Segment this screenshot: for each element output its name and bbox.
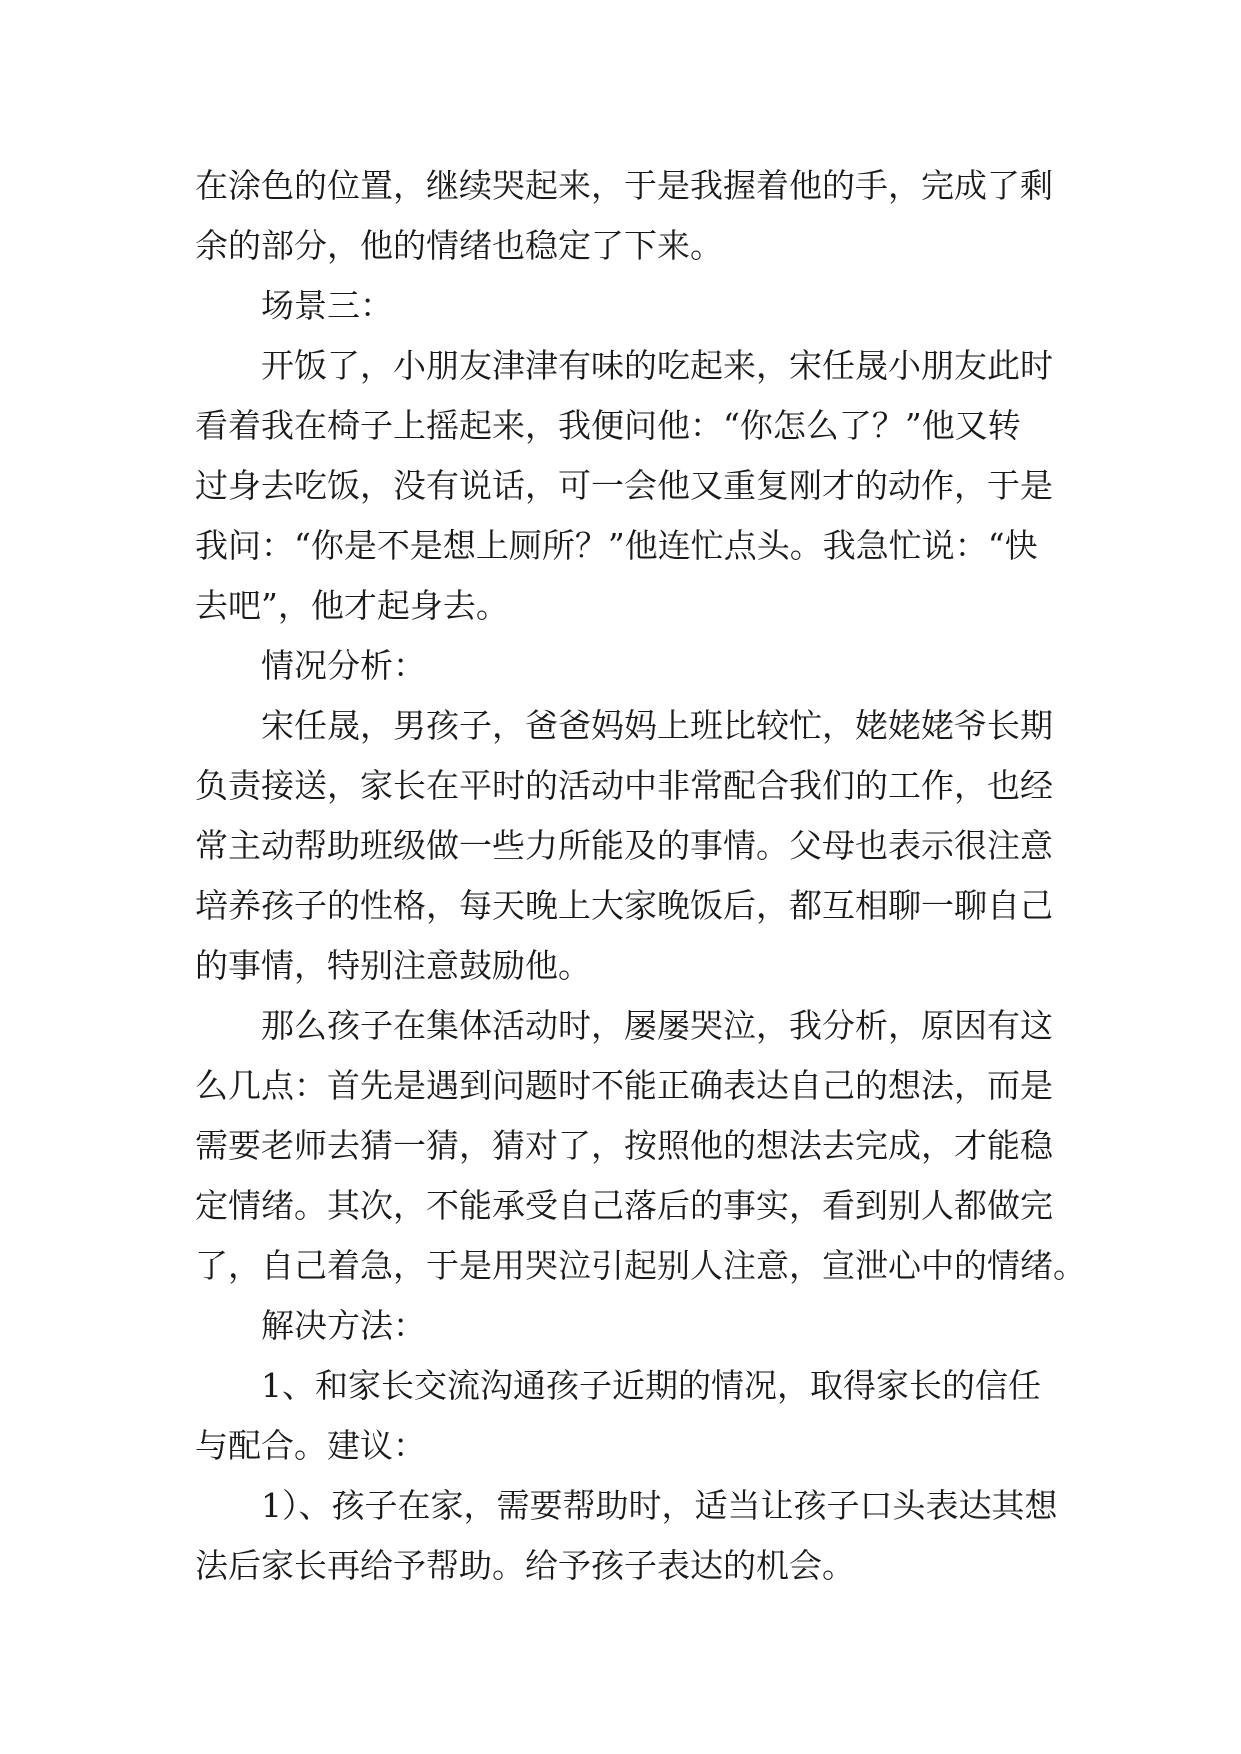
section-heading: 场景三： xyxy=(261,286,393,325)
text-line: 余的部分，他的情绪也稳定了下来。 xyxy=(195,226,723,265)
text-line: 负责接送，家长在平时的活动中非常配合我们的工作，也经 xyxy=(195,766,1053,805)
text-line: 开饭了，小朋友津津有味的吃起来，宋任晟小朋友此时 xyxy=(261,346,1053,385)
text-line: 在涂色的位置，继续哭起来，于是我握着他的手，完成了剩 xyxy=(195,166,1053,205)
text-line: 我问：“你是不是想上厕所？”他连忙点头。我急忙说：“快 xyxy=(195,526,1038,565)
text-line: 去吧”，他才起身去。 xyxy=(195,586,509,625)
text-line: 宋任晟，男孩子，爸爸妈妈上班比较忙，姥姥姥爷长期 xyxy=(261,706,1053,745)
text-line: 看着我在椅子上摇起来，我便问他：“你怎么了？”他又转 xyxy=(195,406,1021,445)
text-line: 的事情，特别注意鼓励他。 xyxy=(195,946,591,985)
text-line: 培养孩子的性格，每天晚上大家晚饭后，都互相聊一聊自己 xyxy=(195,886,1053,925)
text-line: 过身去吃饭，没有说话，可一会他又重复刚才的动作，于是 xyxy=(195,466,1053,505)
text-line: 那么孩子在集体活动时，屡屡哭泣，我分析，原因有这 xyxy=(261,1006,1053,1045)
section-heading: 情况分析： xyxy=(261,646,426,685)
text-line: 常主动帮助班级做一些力所能及的事情。父母也表示很注意 xyxy=(195,826,1053,865)
text-line: 需要老师去猜一猜，猜对了，按照他的想法去完成，才能稳 xyxy=(195,1126,1053,1165)
section-heading: 解决方法： xyxy=(261,1306,426,1345)
text-line: 么几点：首先是遇到问题时不能正确表达自己的想法，而是 xyxy=(195,1066,1053,1105)
text-line: 1、和家长交流沟通孩子近期的情况，取得家长的信任 xyxy=(261,1366,1041,1405)
text-line: 与配合。建议： xyxy=(195,1426,426,1465)
text-line: 定情绪。其次，不能承受自己落后的事实，看到别人都做完 xyxy=(195,1186,1053,1225)
text-line: 1）、孩子在家，需要帮助时，适当让孩子口头表达其想 xyxy=(261,1486,1058,1525)
text-line: 法后家长再给予帮助。给予孩子表达的机会。 xyxy=(195,1546,855,1585)
text-line: 了，自己着急，于是用哭泣引起别人注意，宣泄心中的情绪。 xyxy=(195,1246,1086,1285)
